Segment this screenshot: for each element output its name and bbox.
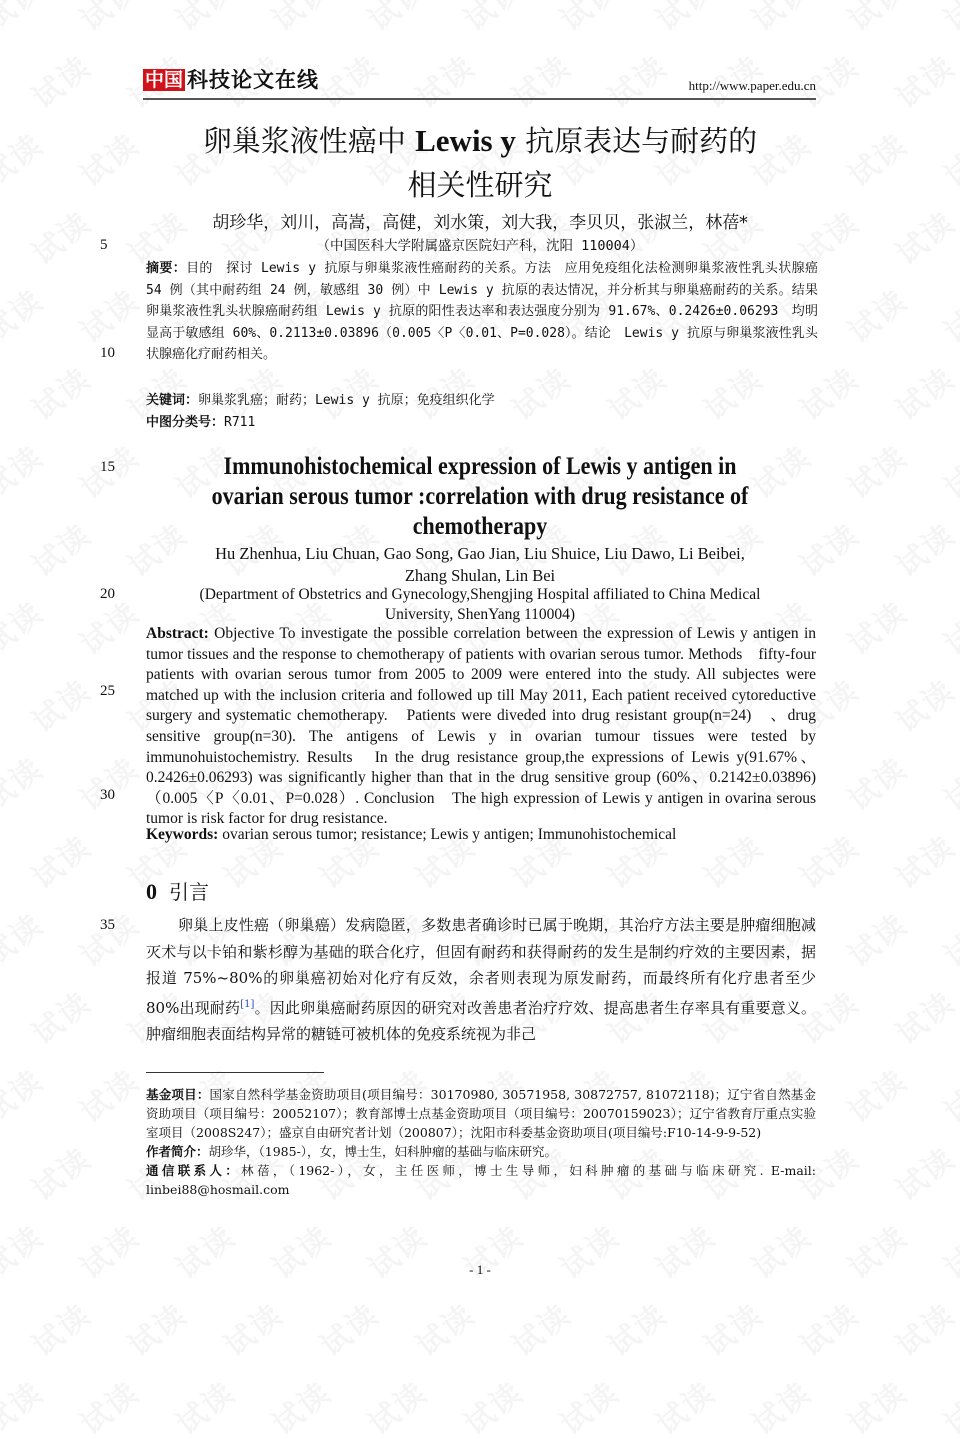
classification-cn-label: 中图分类号： bbox=[146, 415, 225, 430]
funding-text: 国家自然科学基金资助项目(项目编号：30170980, 30571958, 30872757, 81072118)；辽宁省自然基金资助项目（项目编号：20052107）；教育部博士点基金资助项目（项目编号：20070159023）；辽宁省教育厅重点实验室项目（2008S247）；盛京自由研究者计划（200807）；沈阳市科委基金资助项目(项目编号:F10-14-9-9-52) bbox=[146, 1087, 816, 1140]
affiliation-en-line-2: University, ShenYang 110004) bbox=[384, 606, 576, 623]
footnotes bbox=[146, 1085, 816, 1199]
funding-label: 基金项目： bbox=[146, 1087, 210, 1102]
title-cn-text: 卵巢浆液性癌中 bbox=[202, 124, 416, 158]
line-number: 30 bbox=[100, 787, 115, 803]
line-number: 10 bbox=[100, 345, 115, 361]
footnote-divider bbox=[146, 1072, 324, 1073]
affiliation-cn: （中国医科大学附属盛京医院妇产科，沈阳 110004） bbox=[316, 238, 644, 254]
title-en-line-1: Immunohistochemical expression of Lewis y antigen in bbox=[223, 453, 737, 480]
watermark-text bbox=[69, 1369, 147, 1443]
section-title: 引言 bbox=[169, 880, 209, 904]
contact-label: 通信联系人： bbox=[146, 1163, 242, 1178]
title-en-line-2: ovarian serous tumor :correlation with drug resistance of bbox=[211, 483, 749, 510]
abstract-en-text: Objective To investigate the possible correlation between the expression of Lewis y antigen in tumor tissues and the response to chemotherapy of patients with ovarian serous tumor. Methods fifty-four patients with ovarian serous tumor from 2005 to 2009 were entered into the study. All subjectes were matched up with the inclusion criteria and followed up till May 2011, Each patient received cytoreductive surgery and systematic chemotherapy. Patients were diveded into drug resistant group(n=24) 、drug sensitive group(n=30). The antigens of Lewis y in ovarian tumour tissues were tested by immunohuistochemistry. Results In the drug resistance group,the expressions of Lewis y(91.67%、0.2426±0.06293) was significantly higher than that in the drug sensitive group (60%、0.2142±0.03896)（0.005〈P〈0.01、P=0.028）. Conclusion The high expression of Lewis y antigen in ovarina serous tumor is risk factor for drug resistance. bbox=[146, 625, 816, 828]
author-text: 胡珍华，（1985-），女，博士生，妇科肿瘤的基础与临床研究。 bbox=[208, 1144, 558, 1159]
keywords-cn-text: 卵巢浆乳癌；耐药；Lewis y 抗原；免疫组织化学 bbox=[198, 393, 495, 408]
line-number: 35 bbox=[100, 917, 115, 933]
watermark-text bbox=[261, 1369, 339, 1443]
abstract-cn bbox=[146, 258, 832, 366]
watermark-text bbox=[933, 1369, 960, 1443]
authors-en bbox=[140, 543, 820, 587]
introduction-paragraph bbox=[146, 912, 816, 1048]
title-en bbox=[181, 452, 779, 542]
affiliation-en-line-1: (Department of Obstetrics and Gynecology,Shengjing Hospital affiliated to China Medical bbox=[199, 586, 761, 603]
author-label: 作者简介： bbox=[146, 1144, 209, 1159]
watermark-text bbox=[837, 1369, 915, 1443]
watermark-text bbox=[357, 1369, 435, 1443]
keywords-en-label: Keywords: bbox=[146, 826, 219, 843]
affiliation-en bbox=[140, 585, 820, 625]
page-number: - 1 - bbox=[469, 1262, 491, 1277]
line-number: 25 bbox=[100, 683, 115, 699]
keywords-en-text: ovarian serous tumor; resistance; Lewis y antigen; Immunohistochemical bbox=[218, 826, 677, 843]
line-number: 15 bbox=[100, 459, 115, 475]
authors-cn: 胡珍华，刘川，高嵩，高健，刘水策，刘大我，李贝贝，张淑兰，林蓓* bbox=[212, 213, 748, 233]
abstract-cn-label: 摘要： bbox=[146, 261, 187, 276]
footnote-author bbox=[146, 1142, 816, 1161]
contact-text: 林蓓，（1962-），女，主任医师，博士生导师，妇科肿瘤的基础与临床研究. E-mail: linbei88@hosmail.com bbox=[146, 1163, 816, 1197]
section-heading-introduction bbox=[146, 876, 209, 905]
line-number: 5 bbox=[100, 237, 108, 253]
title-cn-latin: Lewis y bbox=[415, 123, 516, 158]
title-cn-text: 抗原表达与耐药的 bbox=[515, 124, 758, 158]
watermark-text bbox=[165, 1369, 243, 1443]
paragraph-text: 卵巢上皮性癌（卵巢癌）发病隐匿，多数患者确诊时已属于晚期，其治疗方法主要是肿瘤细胞减灭术与以卡铂和紫杉醇为基础的联合化疗，但固有耐药和获得耐药的发生是制约疗效的主要因素，据报道 75%~80%的卵巢癌初始对化疗有反效，余者则表现为原发耐药，而最终所有化疗患者至少 80%出现耐药 bbox=[146, 916, 816, 1017]
keywords-cn bbox=[146, 389, 495, 408]
keywords-en bbox=[146, 826, 676, 844]
watermark-text bbox=[453, 1369, 531, 1443]
journal-url[interactable]: http://www.paper.edu.cn bbox=[688, 78, 816, 93]
paragraph-text: 。因此卵巢癌耐药原因的研究对改善患者治疗疗效、提高患者生存率具有重要意义。肿瘤细胞表面结构异常的糖链可被机体的免疫系统视为非己 bbox=[146, 998, 816, 1043]
journal-logo[interactable] bbox=[143, 69, 319, 91]
classification-cn bbox=[146, 411, 255, 430]
watermark-text bbox=[645, 1369, 723, 1443]
title-cn-line-2: 相关性研究 bbox=[407, 168, 553, 202]
watermark-text bbox=[741, 1369, 819, 1443]
title-cn-line-1 bbox=[140, 120, 820, 162]
logo-red-mark: 中国 bbox=[145, 69, 184, 91]
abstract-en bbox=[146, 624, 816, 830]
title-en-line-3: chemotherapy bbox=[412, 513, 548, 540]
watermark-text bbox=[549, 1369, 627, 1443]
citation-link[interactable]: [1] bbox=[240, 998, 255, 1010]
authors-en-line-2: Zhang Shulan, Lin Bei bbox=[404, 566, 556, 585]
authors-en-line-1: Hu Zhenhua, Liu Chuan, Gao Song, Gao Jian, Liu Shuice, Liu Dawo, Li Beibei, bbox=[215, 544, 745, 563]
watermark-text bbox=[0, 1369, 51, 1443]
line-number: 20 bbox=[100, 586, 115, 602]
footnote-funding bbox=[146, 1085, 816, 1142]
journal-header bbox=[143, 66, 816, 100]
abstract-cn-text: 目的 探讨 Lewis y 抗原与卵巢浆液性癌耐药的关系。方法 应用免疫组化法检测卵巢浆液性乳头状腺癌 54 例（其中耐药组 24 例，敏感组 30 例）中 Lewis y 抗原的表达情况，并分析其与卵巢癌耐药的关系。结果 卵巢浆液性乳头状腺癌耐药组 Lewis y 抗原的阳性表达率和表达强度分别为 91.67%、0.2426±0.06293 均明显高于敏感组 60%、0.2113±0.03896（0.005〈P〈0.01、P=0.028）。结论 Lewis y 抗原与卵巢浆液性乳头状腺癌化疗耐药相关。 bbox=[146, 261, 832, 362]
section-number: 0 bbox=[146, 879, 157, 904]
classification-cn-code: R711 bbox=[224, 415, 256, 430]
abstract-en-label: Abstract: bbox=[146, 625, 209, 642]
keywords-cn-label: 关键词： bbox=[146, 393, 199, 408]
footnote-contact bbox=[146, 1161, 816, 1199]
logo-text: 科技论文在线 bbox=[187, 68, 320, 92]
